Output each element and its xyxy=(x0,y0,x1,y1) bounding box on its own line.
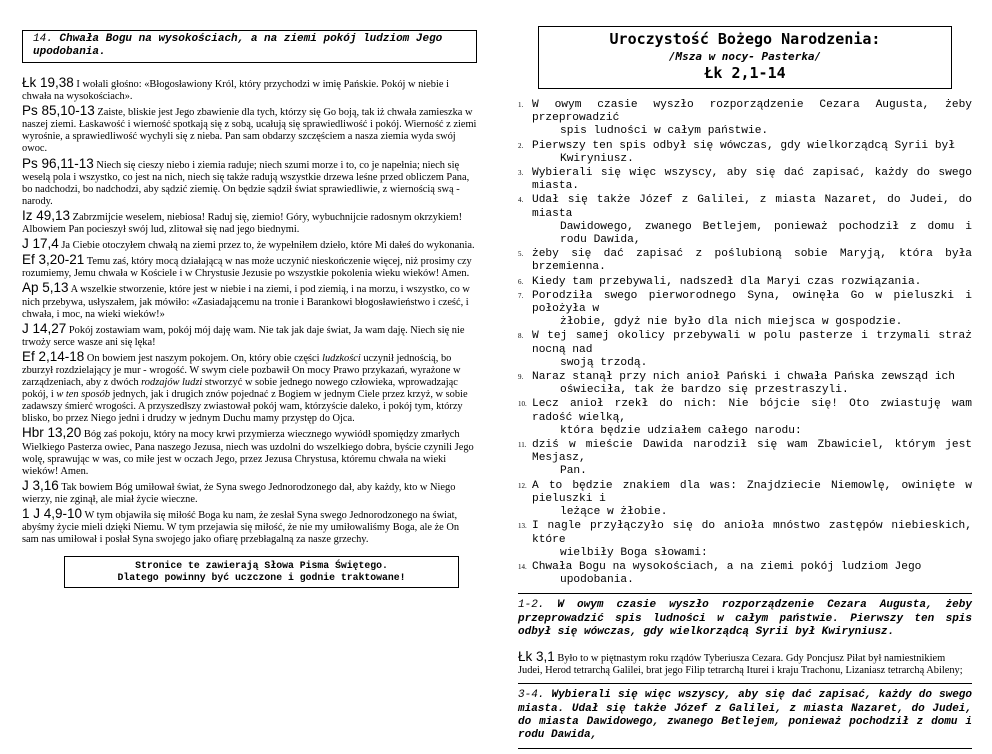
ref-j-14-27 xyxy=(22,320,477,349)
ref-signature: Ps 85,10-13 xyxy=(22,103,95,119)
ref-text: A wszelkie stworzenie, które jest w niebie i na ziemi, i pod ziemią, i na morzu, i wszystko, co w nich przebywa, usłyszałem, jak mówiło: «Zasiadającemu na tronie i Barankowi błogosławieństwo i cześć, i chwała, i moc, na wieki wieków!» xyxy=(22,284,470,320)
verse-text xyxy=(532,167,972,193)
verse-item xyxy=(518,398,972,438)
verse-item xyxy=(518,99,972,139)
ref-signature: Ef 2,14-18 xyxy=(22,348,85,364)
notice-line-1: Stronice te zawierają Słowa Pisma Świętego. xyxy=(135,560,388,572)
ref-signature: Łk 19,38 xyxy=(22,75,74,90)
verse-text xyxy=(532,330,972,370)
ref-text: Temu zaś, który mocą działającą w nas może uczynić nieskończenie więcej, niż prosimy czy rozumiemy, Jemu chwała w Kościele i w Chrystusie Jezusie po wszystkie pokolenia wieku wieków! Amen. xyxy=(22,256,472,280)
verse-number: 3. xyxy=(518,169,524,178)
ref-text: Zabrzmijcie weselem, niebiosa! Raduj się, ziemio! Góry, wybuchnijcie radosnym okrzykiem! Albowiem Pan pocieszył swój lud, zlitował się nad jego biednymi. xyxy=(22,211,463,236)
verse-first-line: Wybierali się więc wszyscy, aby się dać zapisać, każdy do swego miasta. xyxy=(532,167,972,193)
ref-text-part: stworzyć w sobie jednego nowego człowieka, wprowadzając pokój, i xyxy=(22,377,458,401)
verse-first-line: dziś w mieście Dawida narodził się wam Zbawiciel, którym jest Mesjasz, xyxy=(532,439,972,465)
verse-number: 2. xyxy=(518,141,524,150)
verse-item xyxy=(518,371,972,397)
scripture-notice xyxy=(64,556,459,588)
verse-text xyxy=(532,248,972,274)
verse-continuation: Dawidowego, zwanego Betlejem, ponieważ pochodził z domu i rodu Dawida, xyxy=(560,220,972,247)
section-divider xyxy=(518,593,972,594)
ref-signature: Łk 3,1 xyxy=(518,648,555,664)
verse-number: 6. xyxy=(518,277,524,286)
verse-first-line: Udał się także Józef z Galilei, z miasta Nazaret, do Judei, do miasta xyxy=(532,194,972,220)
verse-text xyxy=(532,276,972,289)
verse-text xyxy=(532,561,972,587)
ref-ps-96 xyxy=(22,155,477,208)
header-text: Chwała Bogu na wysokościach, a na ziemi pokój ludziom Jego upodobania. xyxy=(33,33,443,58)
ref-italic-word: rodzajów ludzi xyxy=(141,377,203,389)
verse-first-line: W tej samej okolicy przebywali w polu pasterze i trzymali straż nocną nad xyxy=(532,330,972,356)
commentary-3-4 xyxy=(518,689,972,742)
verse-text xyxy=(532,520,972,560)
verse-14-header xyxy=(22,30,477,63)
commentary-1-2 xyxy=(518,599,972,639)
verse-number: 9. xyxy=(518,373,524,382)
ref-italic-word: w ten sposób xyxy=(56,389,111,401)
ref-signature: Hbr 13,20 xyxy=(22,425,82,441)
verse-continuation: wielbiły Boga słowami: xyxy=(560,546,708,559)
verse-first-line: Kiedy tam przebywali, nadszedł dla Maryi czas rozwiązania. xyxy=(532,275,922,288)
ref-ef-3-20 xyxy=(22,254,477,280)
verse-number: 13. xyxy=(518,522,527,531)
header-number: 14. xyxy=(33,33,53,45)
commentary-text: W owym czasie wyszło rozporządzenie Cezara Augusta, żeby przeprowadzić spis ludności w całym państwie. Pierwszy ten spis odbył się wówczas, gdy wielkorządcą Syrii był Kwiryniusz. xyxy=(518,599,972,638)
ref-text: Ja Ciebie otoczyłem chwałą na ziemi przez to, że wypełniłem dzieło, które Mi dałeś do wykonania. xyxy=(58,240,475,252)
verse-first-line: Pierwszy ten spis odbył się wówczas, gdy wielkorządcą Syrii był xyxy=(532,139,955,152)
verse-item xyxy=(518,561,972,587)
verse-first-line: żeby się dać zapisać z poślubioną sobie Maryją, która była brzemienna. xyxy=(532,248,972,274)
verse-item xyxy=(518,194,972,247)
verse-continuation: Kwiryniusz. xyxy=(560,152,634,165)
verse-number: 8. xyxy=(518,332,524,341)
gospel-verses xyxy=(518,99,972,587)
ref-signature: Ps 96,11-13 xyxy=(22,155,94,171)
left-column xyxy=(22,0,477,588)
ref-signature: Ef 3,20-21 xyxy=(22,252,85,268)
verse-text xyxy=(532,480,972,520)
verse-first-line: I nagle przyłączyło się do anioła mnóstwo zastępów niebieskich, które xyxy=(532,520,972,546)
verse-continuation: która będzie udziałem całego narodu: xyxy=(560,424,802,437)
verse-item xyxy=(518,290,972,330)
ref-text: Niech się cieszy niebo i ziemia raduje; niech szumi morze i to, co je napełnia; niech się weselą pola i wszystko, co jest na nich, niech się także radują wszystkie drzewa leśne przed obliczem Pana, bo nadchodzi, bo nadchodzi, aby sądzić ziemię. On będzie sądził świat sprawiedliwie, z wiernością swą - narody. xyxy=(22,159,470,207)
verse-continuation: leżące w żłobie. xyxy=(560,506,668,519)
verse-number: 7. xyxy=(518,291,524,300)
verse-number: 12. xyxy=(518,481,527,490)
verse-item xyxy=(518,480,972,520)
verse-text xyxy=(532,140,972,166)
verse-continuation: spis ludności w całym państwie. xyxy=(560,125,769,138)
verse-number: 4. xyxy=(518,196,524,205)
commentary-number: 3-4. xyxy=(518,689,545,702)
right-column xyxy=(518,0,972,754)
verse-first-line: Porodziła swego pierworodnego Syna, owinęła Go w pieluszki i położyła w xyxy=(532,289,972,316)
verse-number: 14. xyxy=(518,562,527,571)
verse-continuation: żłobie, gdyż nie było dla nich miejsca w gospodzie. xyxy=(560,316,903,329)
ref-text: Było to w piętnastym roku rządów Tyberiusza Cezara. Gdy Poncjusz Piłat był namiestnikiem Judei, Herod tetrarchą Galilei, brat jego Filip tetrarchą Iturei i kraju Trachonu, Lizaniasz tetrarchą Abileny; xyxy=(518,652,963,677)
verse-text xyxy=(532,99,972,139)
verse-number: 1. xyxy=(518,101,524,109)
gospel-reference: Łk 2,1-14 xyxy=(704,64,786,82)
ref-hbr-13-20 xyxy=(22,427,477,477)
verse-item xyxy=(518,520,972,560)
verse-text xyxy=(532,439,972,479)
ref-text-part: jednych, jak i drugich znów pojednać z Bogiem w jednym Ciele przez krzyż, w sobie zadawszy śmierć wrogości. A przyszedłszy zwiastował pokój wam, którzyście daleko, i pokój tym, którzy blisko, bo przez Niego jedni i drudzy w jednym Duchu mamy przystęp do Ojca. xyxy=(22,389,468,425)
ref-signature: J 3,16 xyxy=(22,477,59,493)
verse-number: 11. xyxy=(518,441,527,450)
verse-first-line: Chwała Bogu na wysokościach, a na ziemi pokój ludziom Jego xyxy=(532,560,922,573)
ref-signature: J 17,4 xyxy=(22,236,59,252)
verse-text xyxy=(532,194,972,247)
notice-line-2: Dlatego powinny być uczczone i godnie traktowane! xyxy=(117,572,406,584)
verse-continuation: upodobania. xyxy=(560,574,634,587)
verse-item xyxy=(518,439,972,479)
verse-first-line: Naraz stanął przy nich anioł Pański i chwała Pańska zewsząd ich xyxy=(532,371,955,384)
verse-first-line: Lecz anioł rzekł do nich: Nie bójcie się! Oto zwiastuję wam radość wielką, xyxy=(532,398,972,424)
verse-item xyxy=(518,167,972,193)
verse-item xyxy=(518,276,972,289)
ref-signature: J 14,27 xyxy=(22,320,67,336)
title-box xyxy=(538,26,952,89)
verse-item xyxy=(518,330,972,370)
verse-text xyxy=(532,290,972,330)
commentary-text: Wybierali się więc wszyscy, aby się dać zapisać, każdy do swego miasta. Udał się także Józef z Galilei, z miasta Nazaret, do Judei, do miasta Dawidowego, zwanego Betlejem, ponieważ pochodził z domu i rodu Dawida, xyxy=(518,689,972,741)
ref-text: I wołali głośno: «Błogosławiony Król, który przychodzi w imię Pańskie. Pokój w niebie i chwała na wysokościach». xyxy=(22,79,449,103)
ref-italic-word: ludzkości xyxy=(322,352,361,364)
page-title: Uroczystość Bożego Narodzenia: xyxy=(609,30,881,48)
ref-iz-49-13 xyxy=(22,207,477,236)
section-divider xyxy=(518,683,972,684)
verse-item xyxy=(518,248,972,274)
ref-j-3-16 xyxy=(22,477,477,506)
section-divider xyxy=(518,748,972,749)
verse-continuation: swoją trzodą. xyxy=(560,356,648,369)
ref-j-17-4 xyxy=(22,238,477,252)
ref-lk-19-38 xyxy=(22,77,477,103)
page-subtitle: /Msza w nocy- Pasterka/ xyxy=(668,50,822,63)
ref-text: Bóg zaś pokoju, który na mocy krwi przymierza wiecznego wywiódł spomiędzy zmarłych Wielkiego Pasterza owiec, Pana naszego Jezusa, niech was uzdolni do wszelkiego dobra, byście czynili Jego wolę, sprawując w was, co miłe jest w oczach Jego, przez Jezusa Chrystusa, któremu chwała na wieki wieków! Amen. xyxy=(22,429,474,477)
verse-number: 5. xyxy=(518,250,524,259)
verse-text xyxy=(532,371,972,397)
verse-continuation: oświeciła, tak że bardzo się przestraszyli. xyxy=(560,384,849,397)
ref-text-part: On bowiem jest naszym pokojem. On, który obie części xyxy=(84,352,323,364)
ref-ef-2-14 xyxy=(22,348,477,426)
ref-text: Tak bowiem Bóg umiłował świat, że Syna swego Jednorodzonego dał, aby każdy, kto w Niego wierzy, nie zginął, ale miał życie wieczne. xyxy=(22,481,456,505)
commentary-number: 1-2. xyxy=(518,599,545,612)
verse-text xyxy=(532,398,972,438)
verse-number: 10. xyxy=(518,400,527,409)
ref-text: W tym objawiła się miłość Boga ku nam, że zesłał Syna swego Jednorodzonego na świat, abyśmy życie mieli dzięki Niemu. W tym przejawia się miłość, że nie my umiłowaliśmy Boga, ale że On sam nas umiłował i posłał Syna swojego jako ofiarę przebłagalną za nasze grzechy. xyxy=(22,510,460,546)
ref-text: Pokój zostawiam wam, pokój mój daję wam. Nie tak jak daje świat, Ja wam daję. Niech się nie trwoży serce wasze ani się lęka! xyxy=(22,324,465,348)
ref-lk-3-1 xyxy=(518,648,972,677)
verse-item xyxy=(518,140,972,166)
verse-first-line: W owym czasie wyszło rozporządzenie Cezara Augusta, żeby przeprowadzić xyxy=(532,99,972,125)
cross-references xyxy=(22,77,477,546)
ref-signature: 1 J 4,9-10 xyxy=(22,506,83,521)
ref-ps-85 xyxy=(22,105,477,155)
ref-ap-5-13 xyxy=(22,282,477,320)
verse-continuation: Pan. xyxy=(560,465,587,478)
ref-signature: Ap 5,13 xyxy=(22,280,69,296)
ref-text-part: uczynił jednością, bo zburzył rozdzielający je mur - wrogość. W swym ciele pozbawił On mocy Prawo przykazań, wyrażone w zarządzeniach, aby z dwóch xyxy=(22,352,461,389)
ref-text: Zaiste, bliskie jest Jego zbawienie dla tych, którzy się Go boją, tak iż chwała zamieszka w naszej ziemi. Łaskawość i wierność spotkają się z sobą, ucałują się sprawiedliwość i pokój. Wierność z ziemi wyrośnie, a sprawiedliwość wychyli się z nieba. Pan sam obdarzy szczęściem a nasza ziemia wyda swój owoc. xyxy=(22,107,477,155)
ref-1j-4-9 xyxy=(22,508,477,546)
verse-first-line: A to będzie znakiem dla was: Znajdziecie Niemowlę, owinięte w pieluszki i xyxy=(532,479,972,505)
ref-signature: Iz 49,13 xyxy=(22,207,71,223)
